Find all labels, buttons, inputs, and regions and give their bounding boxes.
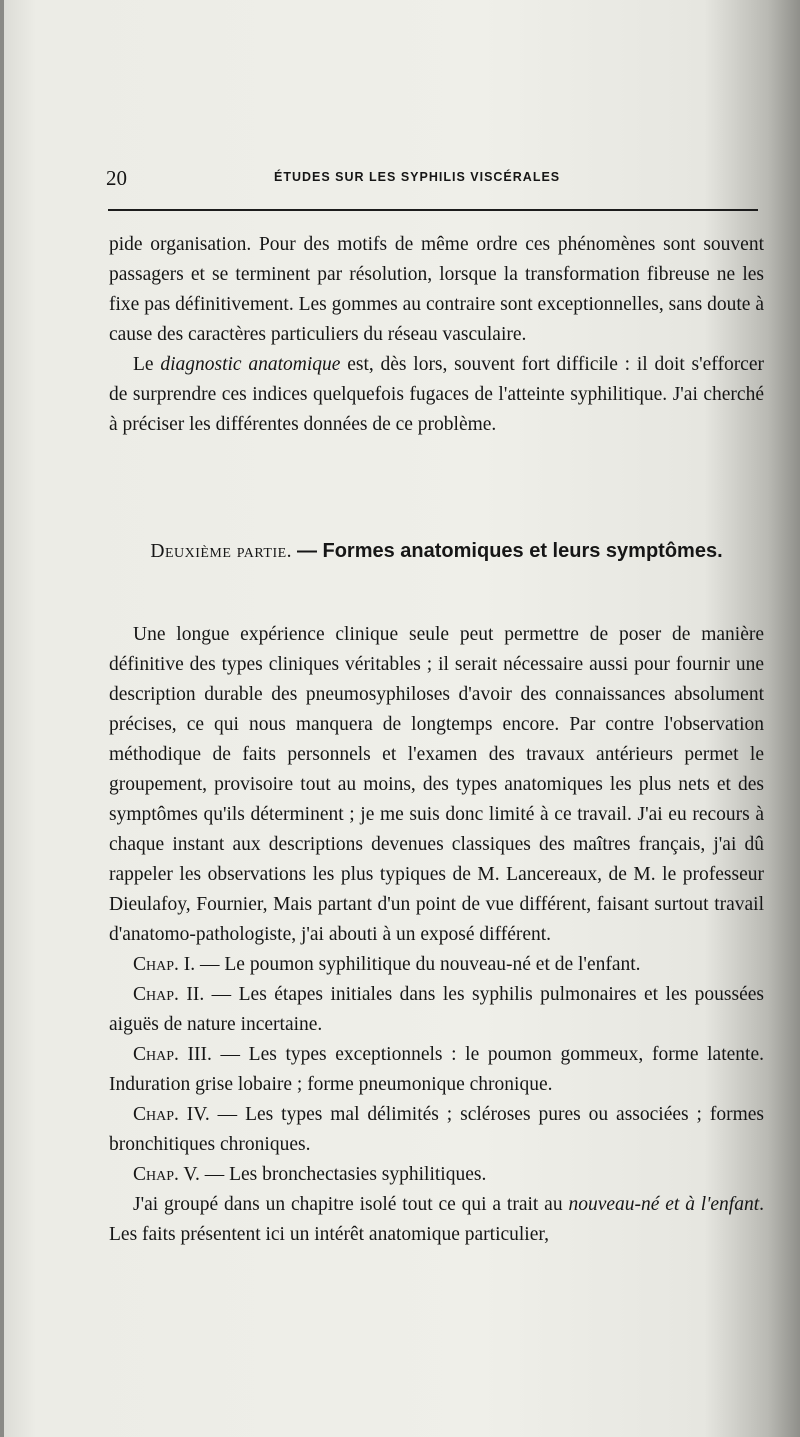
chapter-label: Chap. III. <box>133 1044 212 1065</box>
paragraph-text: est, dès lors, souvent fort difficile : il doit s'efforcer de surprendre ces indices quelquefois fugaces de l'atteinte syphilitique. J'ai cherché à préciser les différentes données de ce problème. <box>109 354 764 435</box>
paragraph-organisation: pide organisation. Pour des motifs de même ordre ces phénomènes sont souvent passagers et se terminent par résolution, lorsque la transformation fibreuse ne les fixe pas définitivement. Les gommes au contraire sont exceptionnelles, sans doute à cause des caractères particuliers du réseau vasculaire. <box>109 234 764 345</box>
chapter-entry <box>109 980 764 1040</box>
paragraph-text: . Les faits présentent ici un intérêt anatomique particulier, <box>109 1194 764 1245</box>
chapter-title: — Les étapes initiales dans les syphilis pulmonaires et les poussées aiguës de nature incertaine. <box>109 984 764 1035</box>
chapter-entry <box>109 950 764 980</box>
running-title: ÉTUDES SUR LES SYPHILIS VISCÉRALES <box>274 170 561 184</box>
section-title: — Formes anatomiques et leurs symptômes. <box>296 540 723 562</box>
paragraph-grouping <box>109 1190 764 1250</box>
chapter-entry <box>109 1040 764 1100</box>
book-page <box>4 0 800 1437</box>
chapter-title: — Les types exceptionnels : le poumon gommeux, forme latente. Induration grise lobaire ; forme pneumonique chronique. <box>109 1044 764 1095</box>
italic-term: diagnostic anatomique <box>160 354 341 375</box>
chapter-label: Chap. II. <box>133 984 205 1005</box>
paragraph-text: Le <box>133 354 161 375</box>
chapter-title: — Les types mal délimités ; scléroses pures ou associées ; formes bronchitiques chroniques. <box>109 1104 764 1155</box>
chapter-label: Chap. IV. <box>133 1104 210 1125</box>
header-rule <box>108 209 758 211</box>
chapter-label: Chap. V. <box>133 1164 200 1185</box>
page-number: 20 <box>106 166 127 190</box>
chapter-title: — Les bronchectasies syphilitiques. <box>199 1164 487 1185</box>
italic-term: nouveau-né et à l'enfant <box>568 1194 760 1215</box>
chapter-label: Chap. I. <box>133 954 196 975</box>
chapter-entry <box>109 1160 764 1190</box>
section-prefix: Deuxième partie. <box>150 541 293 562</box>
paragraph-text: J'ai groupé dans un chapitre isolé tout ce qui a trait au <box>133 1194 569 1215</box>
chapter-title: — Le poumon syphilitique du nouveau-né et de l'enfant. <box>195 954 641 975</box>
intro-text-block <box>109 230 764 440</box>
paragraph-experience: Une longue expérience clinique seule peut permettre de poser de manière définitive des types cliniques véritables ; il serait nécessaire aussi pour fournir une description durable des pneumosyphiloses d'avoir des connaissances absolument précises, ce qui nous manquera de longtemps encore. Par contre l'observation méthodique de faits personnels et l'examen des travaux antérieurs permet le groupement, provisoire tout au moins, des types anatomiques les plus nets et des symptômes qu'ils déterminent ; je me suis donc limité à ce travail. J'ai eu recours à chaque instant aux descriptions devenues classiques des maîtres français, j'ai dû rappeler les observations les plus typiques de M. Lancereaux, de M. le professeur Dieulafoy, Fournier, Mais partant d'un point de vue différent, faisant surtout travail d'anatomo-pathologiste, j'ai abouti à un exposé différent. <box>109 624 764 945</box>
chapter-entry <box>109 1100 764 1160</box>
section-heading <box>109 536 764 567</box>
main-text-block <box>109 620 764 1250</box>
running-head <box>104 160 759 200</box>
paragraph-diagnostic <box>109 350 764 440</box>
